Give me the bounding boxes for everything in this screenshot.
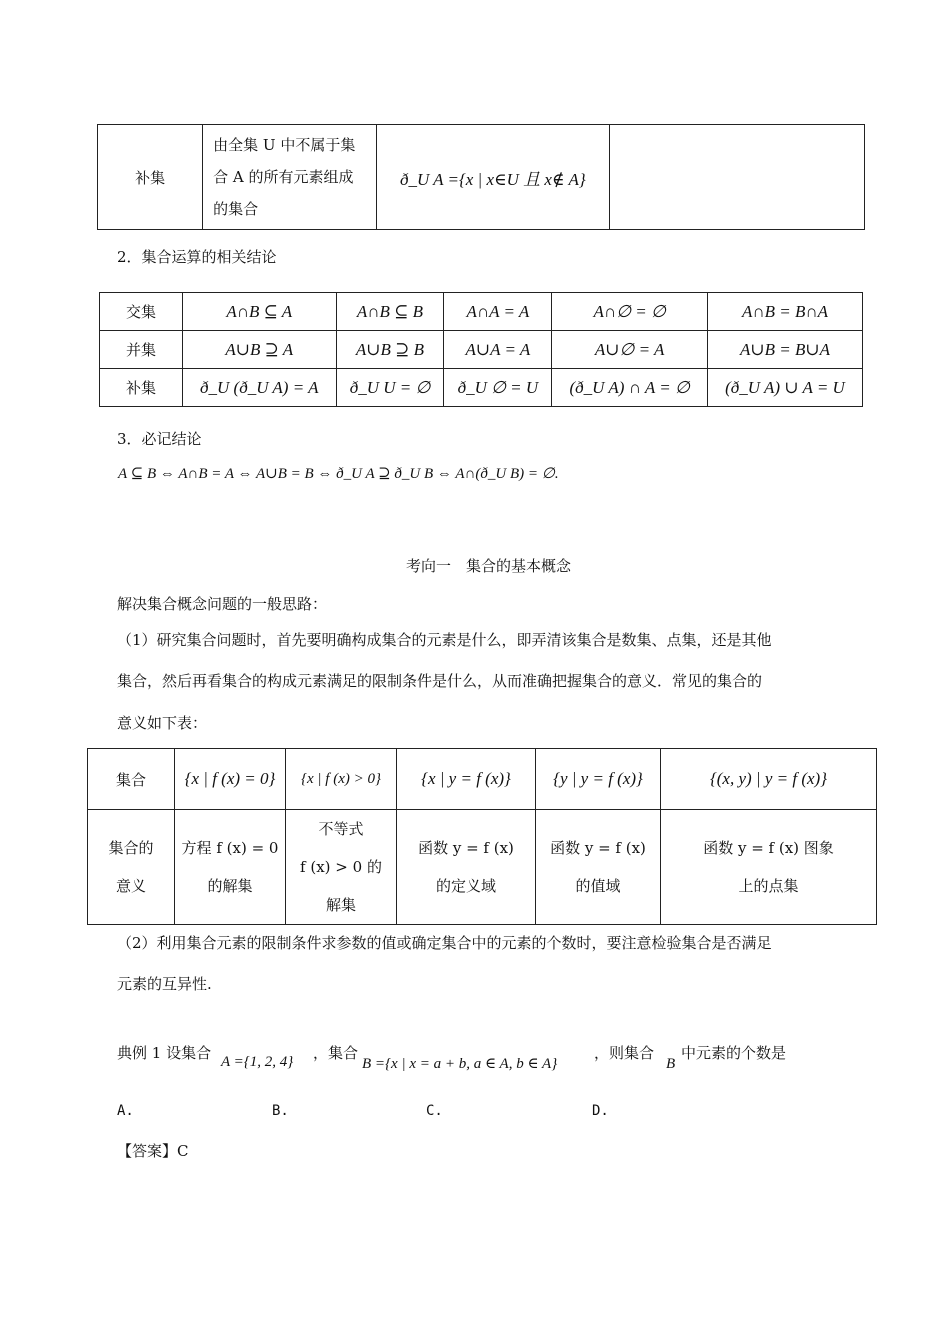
- complement-table: [97, 124, 865, 230]
- table-header: {(x, y) | y = f (x)}: [661, 749, 877, 810]
- label-line: 集合的: [108, 839, 154, 857]
- option-b: B.: [272, 1103, 289, 1119]
- cell-line: 的值域: [575, 877, 621, 895]
- section3-heading: 3．必记结论: [117, 430, 202, 448]
- table-cell: A∪A = A: [444, 331, 552, 369]
- desc-line: 合 A 的所有元素组成: [213, 168, 354, 186]
- set-meaning-table: [87, 748, 877, 925]
- section2-heading: 2．集合运算的相关结论: [117, 248, 277, 266]
- row-label: 补集: [100, 369, 183, 407]
- section3-formula: A ⊆ B ⇔ A∩B = A ⇔ A∪B = B ⇔ ð_U A ⊇ ð_U B ⇔ A∩(ð_U B) = ∅.: [118, 466, 559, 482]
- example-set-b: B ={x | x = a + b, a ∈ A, b ∈ A}: [362, 1056, 558, 1072]
- cell-line: 方程 f (x) = 0: [181, 839, 279, 857]
- option-d: D.: [592, 1103, 609, 1119]
- label-line: 意义: [115, 877, 146, 895]
- row-label: 交集: [100, 293, 183, 331]
- example-set-a: A ={1, 2, 4}: [221, 1054, 294, 1070]
- table-header: {x | y = f (x)}: [397, 749, 536, 810]
- cell-line: 函数 y = f (x): [550, 839, 646, 857]
- complement-extra: [609, 125, 864, 230]
- conclusions-table: [99, 292, 863, 407]
- table-cell: (ð_U A) ∪ A = U: [707, 369, 862, 407]
- desc-line: 由全集 U 中不属于集: [213, 136, 356, 154]
- row-label: [88, 810, 175, 925]
- example-prefix: 典例 1 设集合: [117, 1044, 212, 1062]
- table-row: [88, 810, 877, 925]
- table-cell: A∪B ⊇ A: [183, 331, 337, 369]
- table-cell: [286, 810, 397, 925]
- table-row: [100, 331, 863, 369]
- topic-title: 考向一 集合的基本概念: [406, 557, 572, 575]
- table-cell: [175, 810, 286, 925]
- option-a: A.: [117, 1103, 134, 1119]
- row-label: 并集: [100, 331, 183, 369]
- paragraph-line: （2）利用集合元素的限制条件求参数的值或确定集合中的元素的个数时，要注意检验集合是否满足: [117, 934, 772, 952]
- table-cell: A∩B = B∩A: [707, 293, 862, 331]
- table-cell: [536, 810, 661, 925]
- paragraph-line: （1）研究集合问题时，首先要明确构成集合的元素是什么，即弄清该集合是数集、点集，还是其他: [117, 631, 772, 649]
- cell-line: 的定义域: [435, 877, 496, 895]
- table-cell: ð_U U = ∅: [336, 369, 444, 407]
- example-suffix: 中元素的个数是: [681, 1044, 787, 1062]
- example-suffix-comma: ，则集合: [594, 1044, 655, 1062]
- complement-name: 补集: [98, 125, 203, 230]
- table-row: [100, 369, 863, 407]
- answer: 【答案】C: [117, 1142, 189, 1160]
- table-cell: ð_U (ð_U A) = A: [183, 369, 337, 407]
- option-c: C.: [426, 1103, 443, 1119]
- table-header: {y | y = f (x)}: [536, 749, 661, 810]
- table-cell: (ð_U A) ∩ A = ∅: [552, 369, 708, 407]
- intro-text: 解决集合概念问题的一般思路：: [117, 595, 328, 613]
- desc-line: 的集合: [213, 200, 259, 218]
- paragraph-line: 集合，然后再看集合的构成元素满足的限制条件是什么，从而准确把握集合的意义．常见的集合的: [117, 672, 763, 690]
- paragraph-line: 意义如下表：: [117, 714, 208, 732]
- table-row: [100, 293, 863, 331]
- table-header: {x | f (x) > 0}: [286, 749, 397, 810]
- table-cell: A∩B ⊆ A: [183, 293, 337, 331]
- cell-line: 函数 y = f (x): [418, 839, 514, 857]
- example-mid: ，集合: [313, 1044, 359, 1062]
- table-cell: [661, 810, 877, 925]
- table-cell: A∩A = A: [444, 293, 552, 331]
- table-cell: A∩∅ = ∅: [552, 293, 708, 331]
- table-cell: [397, 810, 536, 925]
- cell-line: 不等式: [318, 820, 364, 838]
- table-cell: A∪B = B∪A: [707, 331, 862, 369]
- table-header: 集合: [88, 749, 175, 810]
- cell-line: 上的点集: [738, 877, 799, 895]
- cell-line: 解集: [325, 896, 356, 914]
- table-cell: ð_U ∅ = U: [444, 369, 552, 407]
- cell-line: f (x) > 0 的: [300, 858, 382, 876]
- table-row: [88, 749, 877, 810]
- table-cell: A∪∅ = A: [552, 331, 708, 369]
- cell-line: 的解集: [207, 877, 253, 895]
- complement-formula: ð_U A ={x | x∈U 且 x∉ A}: [376, 125, 609, 230]
- paragraph-line: 元素的互异性.: [117, 975, 212, 993]
- complement-description: [203, 125, 377, 230]
- table-cell: A∩B ⊆ B: [336, 293, 444, 331]
- cell-line: 函数 y = f (x) 图象: [703, 839, 834, 857]
- example-b: B: [666, 1056, 676, 1072]
- table-header: {x | f (x) = 0}: [175, 749, 286, 810]
- table-cell: A∪B ⊇ B: [336, 331, 444, 369]
